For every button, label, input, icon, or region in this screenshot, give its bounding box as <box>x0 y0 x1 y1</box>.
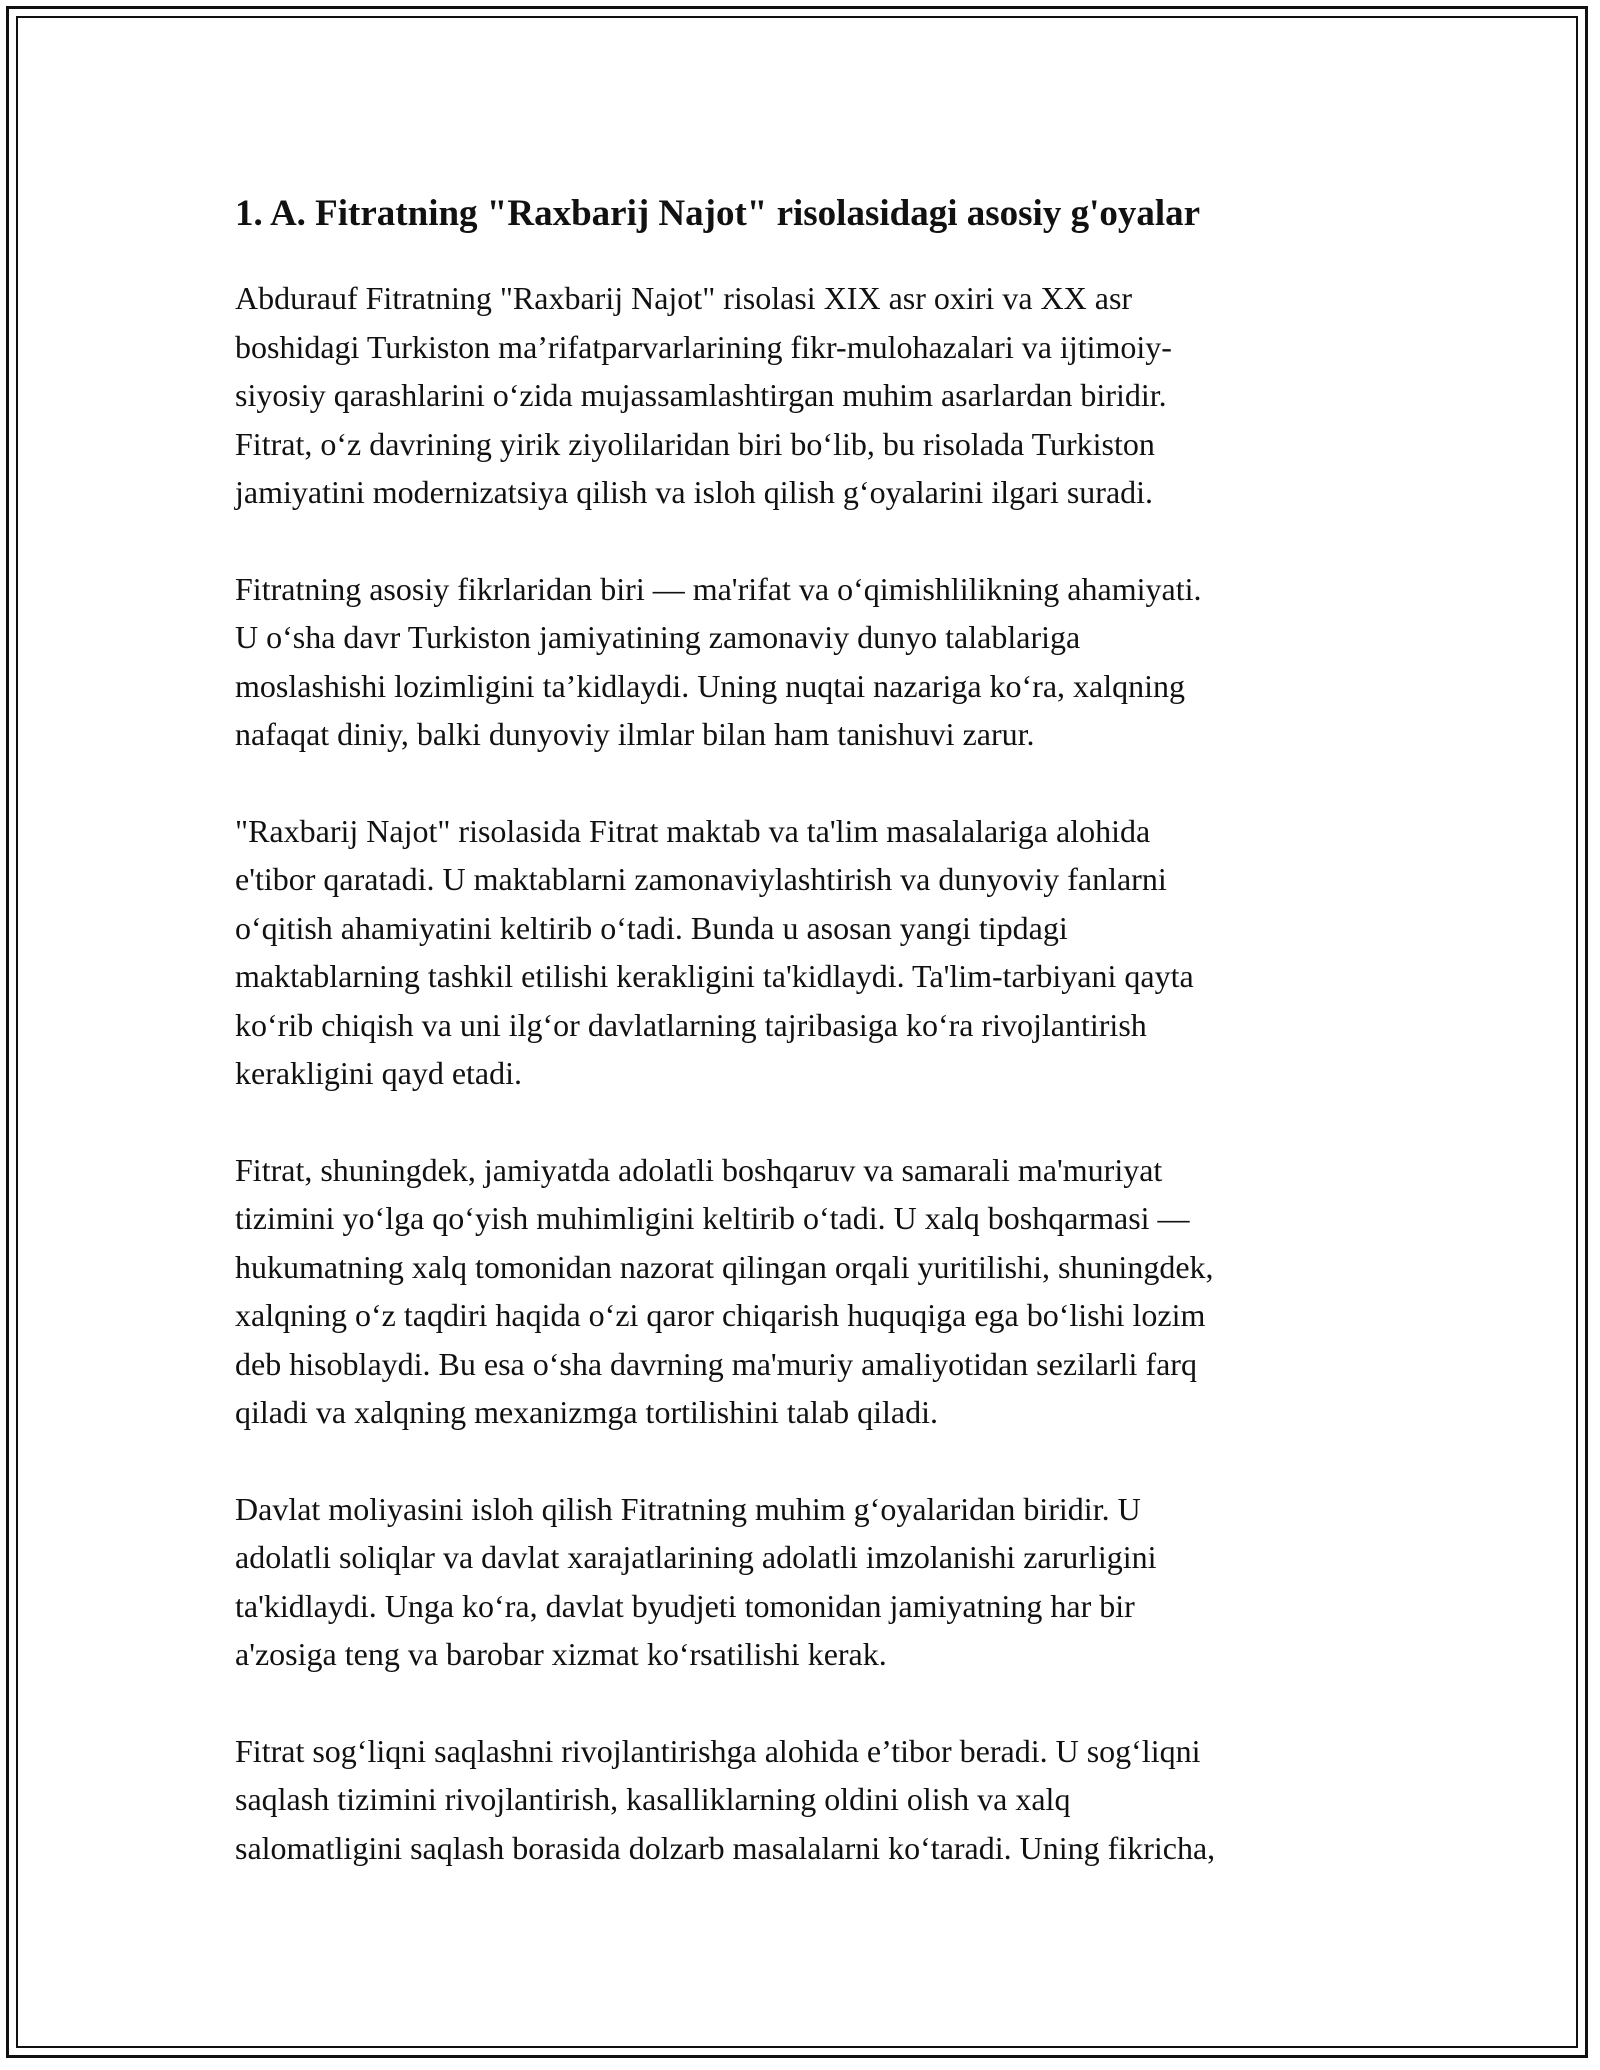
paragraph-5 <box>235 1485 1365 1679</box>
paragraph-line: Davlat moliyasini isloh qilish Fitratning muhim g‘oyalaridan biridir. U <box>235 1490 1141 1527</box>
paragraph-line: Abdurauf Fitratning "Raxbarij Najot" risolasi XIX asr oxiri va XX asr <box>235 280 1133 316</box>
paragraph-line: boshidagi Turkiston ma’rifatparvarlarining fikr-mulohazalari va ijtimoiy- <box>235 328 1172 365</box>
paragraph-line: ko‘rib chiqish va uni ilg‘or davlatlarning tajribasiga ko‘ra rivojlantirish <box>235 1006 1147 1043</box>
paragraph-line: deb hisoblaydi. Bu esa o‘sha davrning ma'muriy amaliyotidan sezilarli farq <box>235 1345 1197 1382</box>
document-title: 1. A. Fitratning "Raxbarij Najot" risolasidagi asosiy g'oyalar <box>235 193 1201 234</box>
paragraph-line: saqlash tizimini rivojlantirish, kasalliklarning oldini olish va xalq <box>235 1781 1071 1817</box>
paragraph-line: xalqning o‘z taqdiri haqida o‘zi qaror chiqarish huquqiga ega bo‘lishi lozim <box>235 1297 1206 1333</box>
paragraph-line: e'tibor qaratadi. U maktablarni zamonaviylashtirish va dunyoviy fanlarni <box>235 861 1167 897</box>
paragraph-line: tizimini yo‘lga qo‘yish muhimligini keltirib o‘tadi. U xalq boshqarmasi — <box>235 1200 1190 1236</box>
paragraph-line: Fitrat, shuningdek, jamiyatda adolatli boshqaruv va samarali ma'muriyat <box>235 1151 1163 1188</box>
paragraph-line: siyosiy qarashlarini o‘zida mujassamlashtirgan muhim asarlardan biridir. <box>235 377 1167 413</box>
paragraph-2 <box>235 565 1365 759</box>
paragraph-line: moslashishi lozimligini ta’kidlaydi. Uning nuqtai nazariga ko‘ra, xalqning <box>235 667 1186 704</box>
paragraph-1 <box>235 274 1365 517</box>
paragraph-line: kerakligini qayd etadi. <box>235 1055 523 1091</box>
paragraph-line: o‘qitish ahamiyatini keltirib o‘tadi. Bunda u asosan yangi tipdagi <box>235 909 1068 946</box>
paragraph-line: salomatligini saqlash borasida dolzarb masalalarni ko‘taradi. Uning fikricha, <box>235 1829 1216 1866</box>
paragraph-line: hukumatning xalq tomonidan nazorat qilingan orqali yuritilishi, shuningdek, <box>235 1248 1214 1285</box>
paragraph-6 <box>235 1727 1365 1873</box>
paragraph-line: ta'kidlaydi. Unga ko‘ra, davlat byudjeti tomonidan jamiyatning har bir <box>235 1587 1135 1624</box>
paragraph-line: jamiyatini modernizatsiya qilish va isloh qilish g‘oyalarini ilgari suradi. <box>235 474 1154 510</box>
paragraph-3 <box>235 807 1365 1098</box>
document-body <box>235 182 1365 1920</box>
paragraph-line: maktablarning tashkil etilishi kerakligini ta'kidlaydi. Ta'lim-tarbiyani qayta <box>235 958 1194 994</box>
paragraph-line: adolatli soliqlar va davlat xarajatlarining adolatli imzolanishi zarurligini <box>235 1539 1157 1575</box>
paragraph-line: Fitratning asosiy fikrlaridan biri — ma'rifat va o‘qimishlilikning ahamiyati. <box>235 570 1202 607</box>
paragraph-line: a'zosiga teng va barobar xizmat ko‘rsatilishi kerak. <box>235 1636 887 1672</box>
paragraph-line: U o‘sha davr Turkiston jamiyatining zamonaviy dunyo talablariga <box>235 619 1081 655</box>
paragraph-line: Fitrat sog‘liqni saqlashni rivojlantirishga alohida e’tibor beradi. U sog‘liqni <box>235 1732 1201 1769</box>
paragraph-line: "Raxbarij Najot" risolasida Fitrat maktab va ta'lim masalalariga alohida <box>235 812 1151 849</box>
paragraph-4 <box>235 1146 1365 1437</box>
paragraph-line: nafaqat diniy, balki dunyoviy ilmlar bilan ham tanishuvi zarur. <box>235 716 1035 752</box>
paragraph-line: Fitrat, o‘z davrining yirik ziyolilaridan biri bo‘lib, bu risolada Turkiston <box>235 425 1155 462</box>
paragraph-line: qiladi va xalqning mexanizmga tortilishini talab qiladi. <box>235 1394 938 1430</box>
